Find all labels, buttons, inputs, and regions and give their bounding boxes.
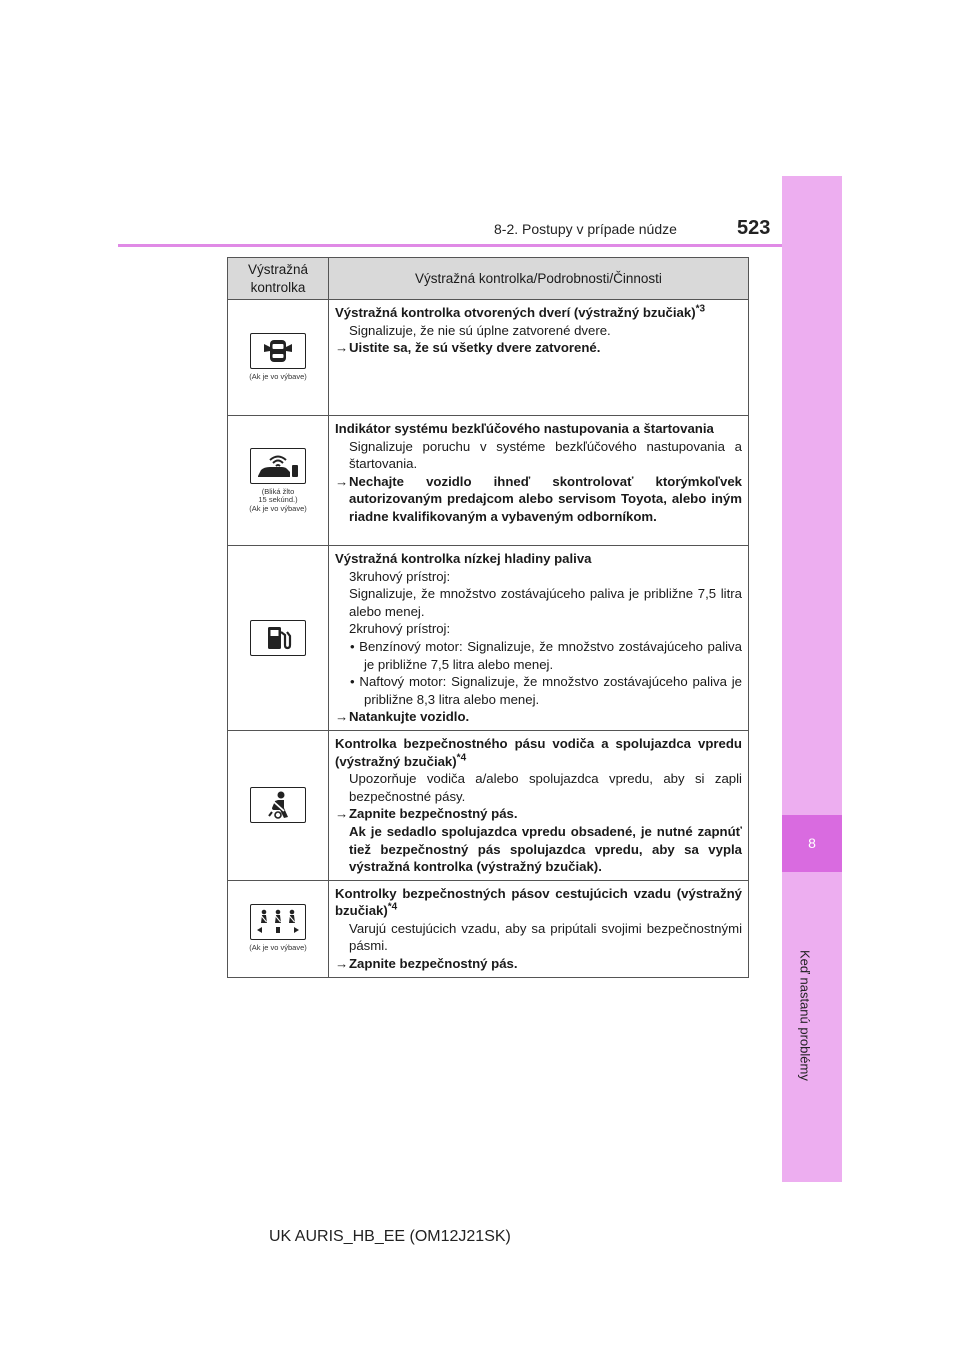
header-divider	[118, 244, 782, 247]
table-row	[228, 300, 749, 416]
bullet-item: • Benzínový motor: Signalizuje, že množstvo zostávajúceho paliva je približne 7,5 litra alebo menej.	[350, 638, 742, 672]
row-text: 3kruhový prístroj:	[349, 568, 451, 584]
chapter-number: 8	[808, 835, 816, 851]
icon-note: 15 sekúnd.)	[258, 495, 298, 505]
icon-note: (Ak je vo výbave)	[249, 943, 307, 953]
indicator-cell	[228, 546, 329, 731]
door-open-icon	[250, 333, 306, 369]
seatbelt-icon	[250, 787, 306, 823]
bullet-item: • Naftový motor: Signalizuje, že množstvo zostávajúceho paliva je približne 8,3 litra alebo menej.	[350, 674, 742, 707]
row-description: Signalizuje poruchu v systéme bezkľúčového nastupovania a štartovania.	[349, 438, 742, 472]
arrow-icon: →	[335, 709, 349, 725]
smart-entry-icon	[250, 448, 306, 484]
document-footer: UK AURIS_HB_EE (OM12J21SK)	[269, 1228, 511, 1245]
row-action: Natankujte vozidlo.	[349, 709, 470, 725]
arrow-icon: →	[335, 473, 349, 489]
indicator-cell	[228, 416, 329, 546]
fuel-pump-icon	[250, 620, 306, 656]
row-description: Signalizuje, že nie sú úplne zatvorené dvere.	[349, 322, 611, 338]
row-text: 2kruhový prístroj:	[349, 621, 451, 637]
row-description: Varujú cestujúcich vzadu, aby sa pripútali svojimi bezpečnostnými pásmi.	[349, 920, 742, 954]
footnote-mark: *4	[456, 752, 467, 764]
row-action: Nechajte vozidlo ihneď skontrolovať ktorýmkoľvek autorizovaným predajcom alebo servisom Toyota, alebo iným riadne kvalifikovaným a vybaveným odborníkom.	[349, 473, 742, 524]
column-header-details: Výstražná kontrolka/Podrobnosti/Činnosti	[329, 258, 749, 300]
row-action: Zapnite bezpečnostný pás.	[349, 806, 518, 822]
row-title: Kontrolky bezpečnostných pásov cestujúcich vzadu (výstražný bzučiak)	[335, 885, 742, 919]
footnote-mark: *3	[695, 303, 706, 315]
table-row	[228, 416, 749, 546]
icon-note: (Bliká žlto	[261, 486, 295, 496]
chapter-label: Keď nastanú problémy	[797, 950, 813, 1081]
indicator-cell	[228, 880, 329, 977]
indicator-cell	[228, 300, 329, 416]
section-title: 8-2. Postupy v prípade núdze	[494, 221, 677, 237]
table-row	[228, 546, 749, 731]
icon-note: (Ak je vo výbave)	[249, 503, 307, 513]
row-text: Signalizuje, že množstvo zostávajúceho paliva je približne 7,5 litra alebo menej.	[349, 586, 742, 619]
row-description: Upozorňuje vodiča a/alebo spolujazdca vpredu, aby si zapli bezpečnostné pásy.	[349, 771, 742, 804]
row-action: Zapnite bezpečnostný pás.	[349, 956, 518, 972]
column-header-indicator: Výstražná kontrolka	[228, 258, 329, 300]
row-action-detail: Ak je sedadlo spolujazdca vpredu obsadené, je nutné zapnúť tiež bezpečnostný pás spolujazdca vpredu, aby sa vypla výstražná kontrolka (výstražný bzučiak).	[349, 823, 742, 875]
footnote-mark: *4	[387, 901, 398, 913]
row-action: Uistite sa, že sú všetky dvere zatvorené.	[349, 340, 601, 356]
row-title: Indikátor systému bezkľúčového nastupovania a štartovania	[335, 421, 714, 436]
warning-light-table	[227, 257, 749, 978]
row-title: Výstražná kontrolka nízkej hladiny paliva	[335, 551, 592, 566]
details-cell	[329, 416, 749, 546]
arrow-icon: →	[335, 340, 349, 356]
details-cell	[329, 300, 749, 416]
details-cell	[329, 730, 749, 880]
table-row	[228, 730, 749, 880]
rear-seatbelts-icon	[250, 904, 306, 940]
row-title: Výstražná kontrolka otvorených dverí (výstražný bzučiak)	[335, 305, 696, 320]
row-title: Kontrolka bezpečnostného pásu vodiča a spolujazdca vpredu (výstražný bzučiak)	[335, 735, 742, 769]
table-row	[228, 880, 749, 977]
arrow-icon: →	[335, 806, 349, 822]
indicator-cell	[228, 730, 329, 880]
table-header-row	[228, 258, 749, 300]
arrow-icon: →	[335, 956, 349, 972]
page-number: 523	[737, 217, 771, 239]
icon-note: (Ak je vo výbave)	[249, 372, 307, 382]
details-cell	[329, 546, 749, 731]
details-cell	[329, 880, 749, 977]
